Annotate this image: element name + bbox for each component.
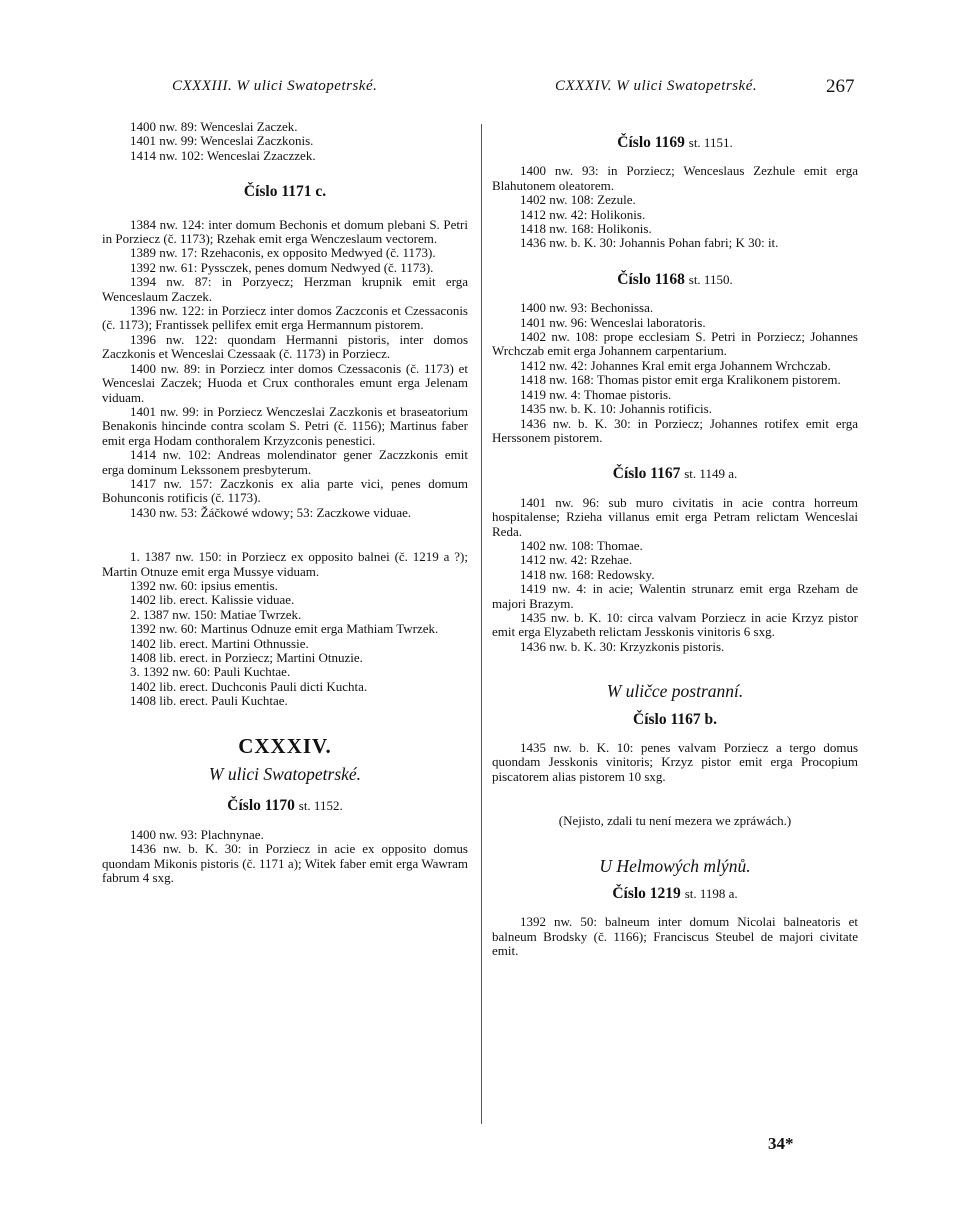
note: 1402 lib. erect. Duchconis Pauli dicti Kuchta. [130,678,368,694]
note: 3. 1392 nw. 60: Pauli Kuchtae. [130,664,291,680]
entry: 1412 nw. 42: Johannes Kral emit erga Johannem Wrchczab. [520,357,831,373]
section-1170-entries [102,828,468,886]
section-title-1167a: Číslo 1167 st. 1149 a. [612,465,738,483]
section-title-1167b: Číslo 1167 b. [633,710,717,728]
left-column [102,120,468,885]
entry: 1396 nw. 122: quondam Hermanni pistoris, inter domos Zaczkonis et Wenceslai Czessaak (č. 1173) in Porziecz. [102,331,468,362]
section-title-1170: Číslo 1170 st. 1152. [227,797,343,815]
intro-entries [102,120,468,163]
entry: 1392 nw. 61: Pyssczek, penes domum Nedwyed (č. 1173). [130,259,434,275]
entry: 1401 nw. 96: sub muro civitatis in acie contra horreum hospitalense; Rzieha villanus emit erga Petram relictam Wenceslai Reda. [492,494,858,539]
note: 1408 lib. erect. Pauli Kuchtae. [130,693,288,709]
note: 1392 nw. 60: Martinus Odnuze emit erga Mathiam Twrzek. [130,621,439,637]
note: 2. 1387 nw. 150: Matiae Twrzek. [130,606,302,622]
section-1167b-entries [492,741,858,784]
entry: 1417 nw. 157: Zaczkonis ex alia parte vici, penes domum Bohunconis rotificis (č. 1173). [102,475,468,506]
entry: 1396 nw. 122: in Porziecz inter domos Zaczconis et Czessaconis (č. 1173); Frantissek pellifex emit erga Hermannum pistorem. [102,303,468,333]
entry: 1419 nw. 4: Thomae pistoris. [520,386,672,402]
page-number: 267 [826,76,855,97]
section-1171c-entries [102,218,468,521]
entry: 1402 nw. 108: Zezule. [520,192,636,208]
entry: 1435 nw. b. K. 10: penes valvam Porziecz a tergo domus quondam Jesskonis vinitoris; Krzyz pistor emit erga Procopium piscatorem alias pistorem 10 sxg. [492,740,858,784]
column-divider [481,124,482,1124]
entry: 1435 nw. b. K. 10: Johannis rotificis. [520,401,712,417]
note: 1402 lib. erect. Kalissie viduae. [130,592,295,608]
entry: 1400 nw. 93: in Porziecz; Wenceslaus Zezhule emit erga Blahutonem oleatorem. [492,163,858,193]
entry: 1400 nw. 89: Wenceslai Zaczek. [130,119,298,134]
section-1167a-entries [492,496,858,654]
entry: 1418 nw. 168: Thomas pistor emit erga Kralikonem pistorem. [520,372,841,388]
right-column [492,136,858,959]
section-1219-entries [492,915,858,958]
section-title-1171c: Číslo 1171 c. [243,183,327,201]
entry: 1392 nw. 50: balneum inter domum Nicolai balneatoris et balneum Brodsky (č. 1166); Franciscus Steubel de majori civitate emit. [492,914,858,959]
street-heading: W ulici Swatopetrské. [208,764,362,785]
entry: 1400 nw. 93: Bechonissa. [520,300,654,316]
entry: 1384 nw. 124: inter domum Bechonis et domum plebani S. Petri in Porziecz (č. 1173); Rzehak emit erga Wenczeslaum vectorem. [102,216,468,247]
entry: 1430 nw. 53: Žáčkowé wdowy; 53: Zaczkowe viduae. [130,504,412,520]
side-street-heading: W uličce postranní. [606,681,744,702]
entry: 1401 nw. 99: Wenceslai Zaczkonis. [130,133,314,149]
section-1168-entries [492,301,858,445]
note: 1392 nw. 60: ipsius ementis. [130,577,278,593]
entry: 1400 nw. 93: Plachnynae. [130,826,264,842]
chapter-number: CXXXIV. [238,733,332,758]
note: 1402 lib. erect. Martini Othnussie. [130,635,309,651]
entry: 1412 nw. 42: Rzehae. [520,552,633,568]
entry: 1418 nw. 168: Holikonis. [520,221,652,237]
entry: 1418 nw. 168: Redowsky. [520,566,655,582]
entry: 1436 nw. b. K. 30: Krzyzkonis pistoris. [520,638,725,654]
section-title-1169: Číslo 1169 st. 1151. [617,134,733,151]
note: 1408 lib. erect. in Porziecz; Martini Otnuzie. [130,650,363,665]
entry: 1419 nw. 4: in acie; Walentin strunarz emit erga Rzeham de majori Brazym. [492,581,858,611]
footnote-entries [102,550,468,708]
entry: 1401 nw. 96: Wenceslai laboratoris. [520,314,706,330]
entry: 1412 nw. 42: Holikonis. [520,206,646,222]
running-header-right: CXXXIV. W ulici Swatopetrské. [555,78,758,94]
entry: 1436 nw. b. K. 30: Johannis Pohan fabri; K 30: it. [520,235,779,251]
entry: 1389 nw. 17: Rzehaconis, ex opposito Medwyed (č. 1173). [130,245,436,261]
entry: 1394 nw. 87: in Porzyecz; Herzman krupnik emit erga Wenceslaum Zaczek. [102,274,468,304]
entry: 1400 nw. 89: in Porziecz inter domos Czessaconis (č. 1173) et Wenceslai Zaczek; Huoda et Crux conthorales emunt erga Jelenam viduam. [102,360,468,405]
note: 1. 1387 nw. 150: in Porziecz ex opposito balnei (č. 1219 a ?); Martin Otnuze emit erga Mussye viduam. [102,549,468,579]
entry: 1436 nw. b. K. 30: in Porziecz; Johannes rotifex emit erga Herssonem pistorem. [492,415,858,445]
entry: 1402 nw. 108: Thomae. [520,537,643,553]
entry: 1414 nw. 102: Andreas molendinator gener Zaczzkonis emit erga dominum Lekssonem presbyterum. [102,447,468,477]
entry: 1414 nw. 102: Wenceslai Zzaczzek. [130,147,316,163]
section-title-1219: Číslo 1219 st. 1198 a. [612,885,738,903]
editorial-note: (Nejisto, zdali tu není mezera we zpráwách.) [558,813,792,829]
section-title-1168: Číslo 1168 st. 1150. [617,270,733,288]
entry: 1401 nw. 99: in Porziecz Wenczeslai Zaczkonis et braseatorium Benakonis hincinde contra scolam S. Petri (č. 1156); Martinus faber emit erga Hodam conthoralem Krzyzconis penestici. [102,403,468,448]
entry: 1402 nw. 108: prope ecclesiam S. Petri in Porziecz; Johannes Wrchczab emit erga Johannem carpentarium. [492,329,858,359]
running-header-left: CXXXIII. W ulici Swatopetrské. [172,78,378,94]
entry: 1436 nw. b. K. 30: in Porziecz in acie ex opposito domus quondam Mikonis pistoris (č. 1171 a); Witek faber emit erga Wawram fabrum 4 sxg. [102,841,468,886]
signature-mark: 34* [768,1134,794,1153]
mills-heading: U Helmowých mlýnů. [599,855,751,876]
entry: 1435 nw. b. K. 10: circa valvam Porziecz in acie Krzyz pistor emit erga Elyzabeth relictam Jesskonis vinitoris 6 sxg. [492,609,858,640]
section-1169-entries [492,164,858,250]
